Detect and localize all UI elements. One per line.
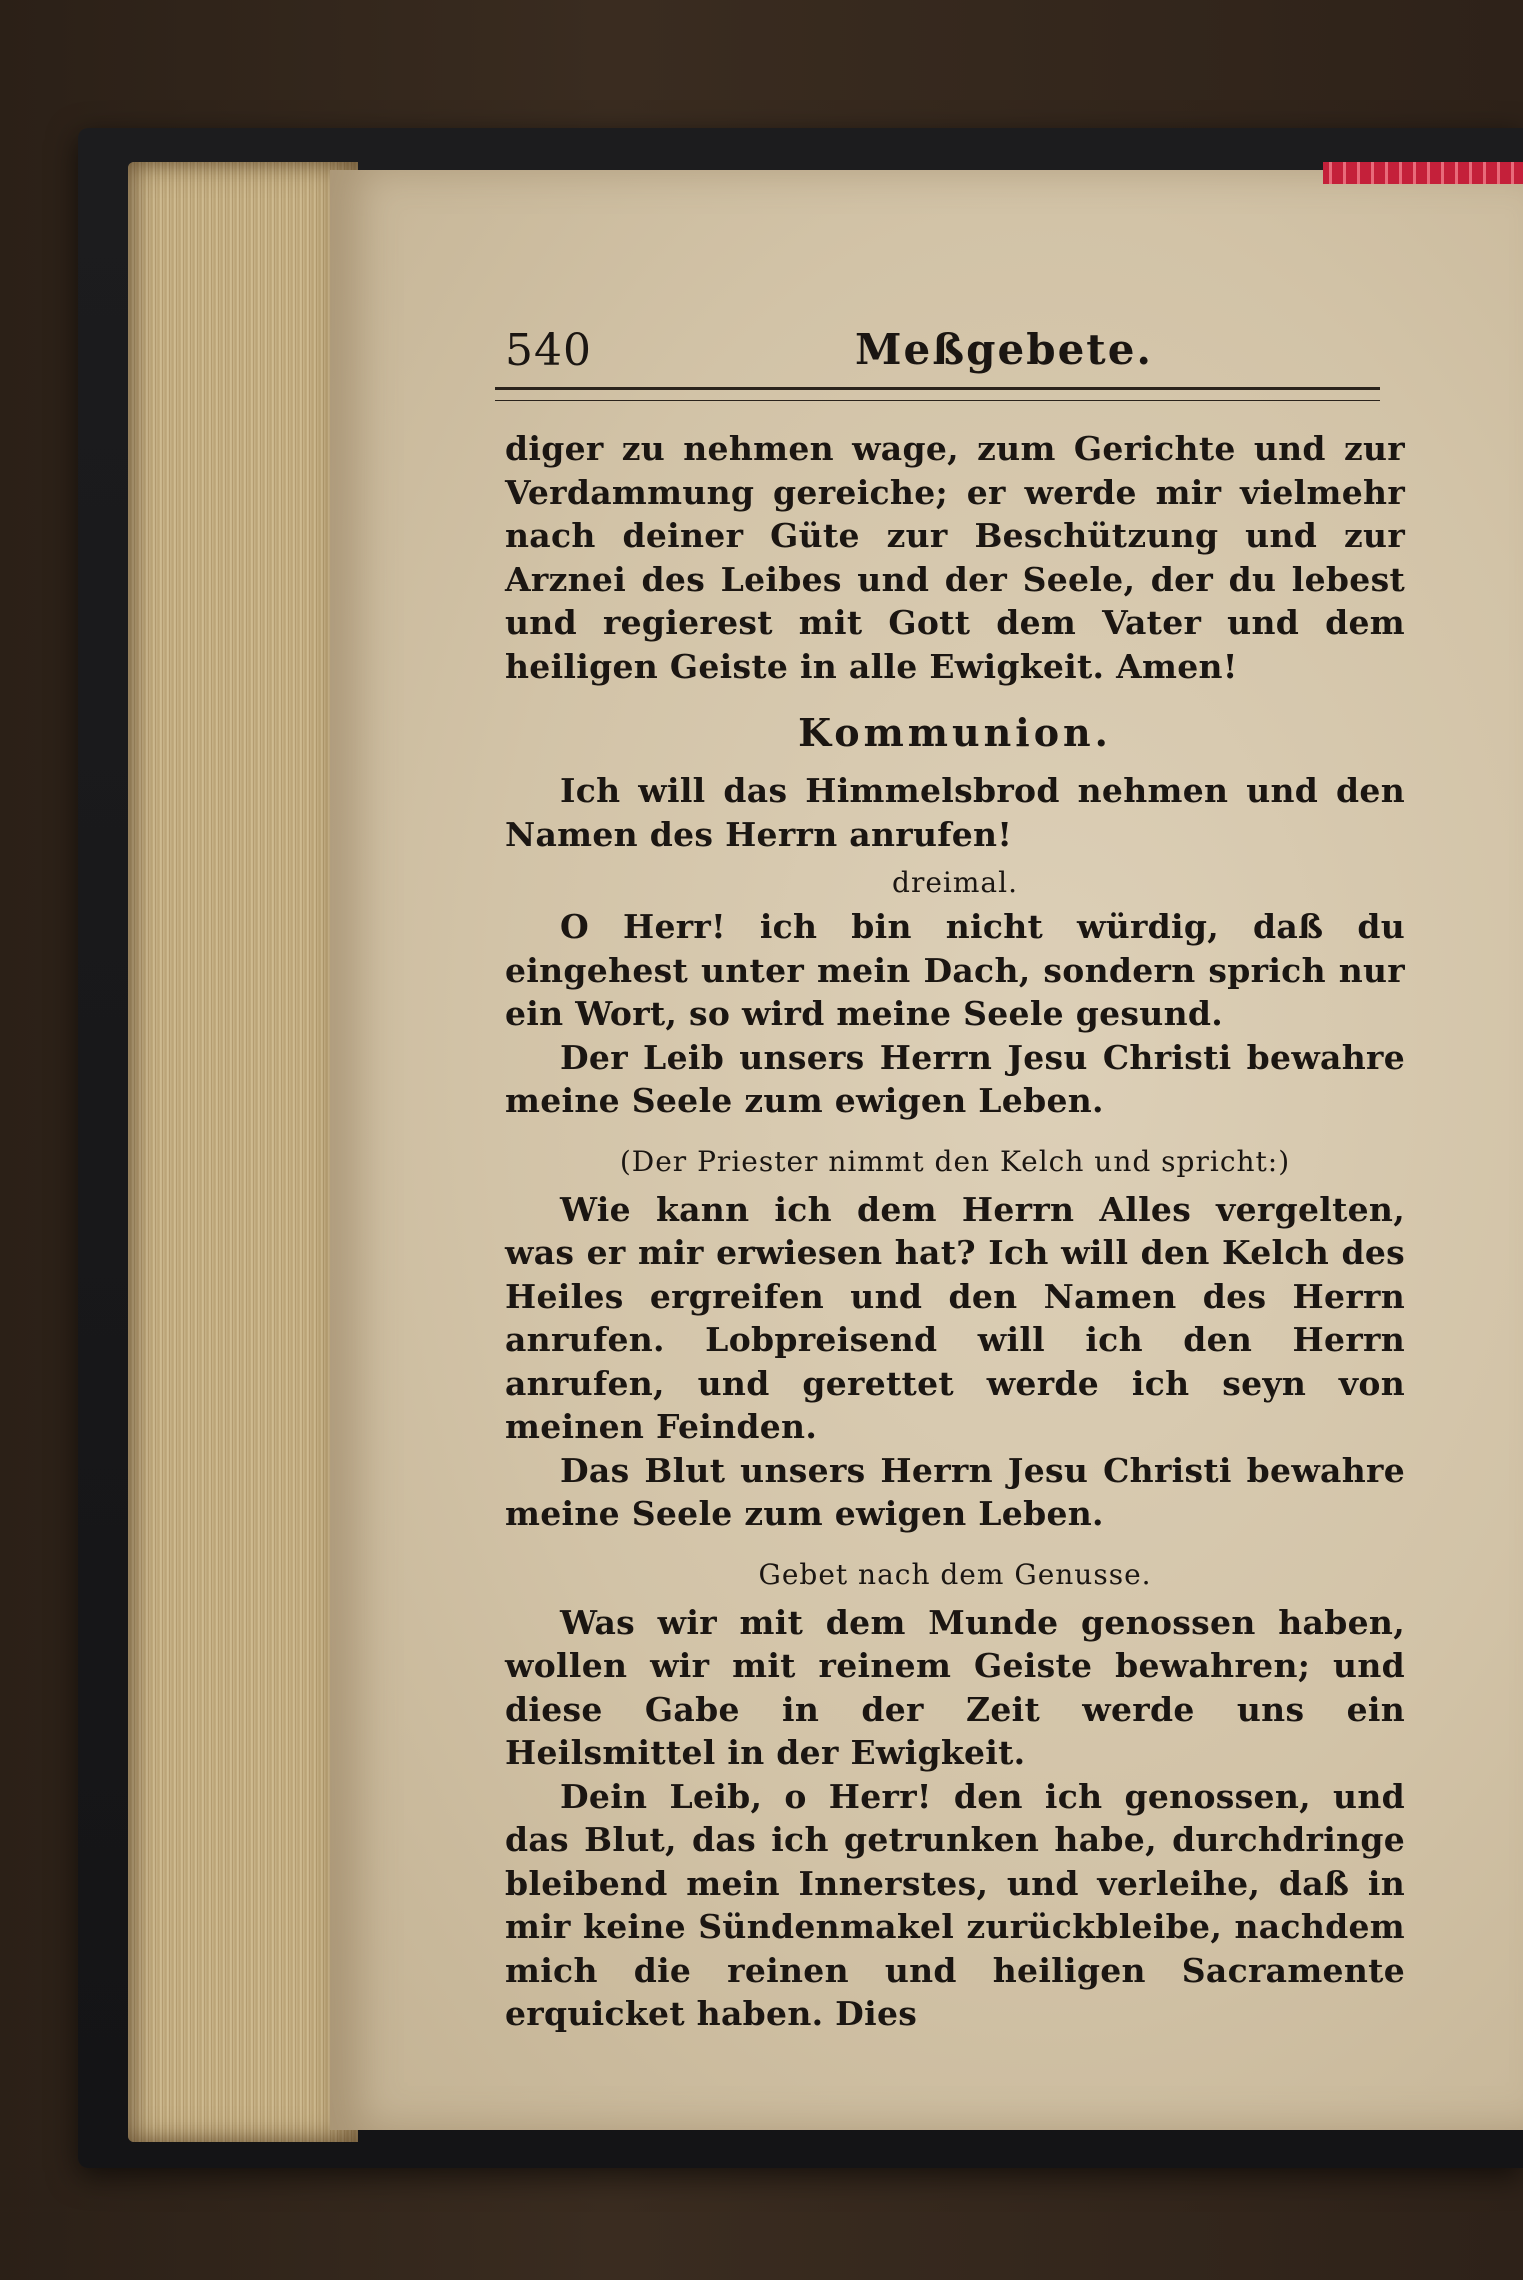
- paragraph-4: Der Leib unsers Herrn Jesu Christi bewahre meine Seele zum ewigen Leben.: [505, 1037, 1405, 1120]
- rubric-priester: (Der Priester nimmt den Kelch und spricht:): [619, 1144, 1291, 1178]
- paragraph-1: diger zu nehmen wage, zum Gerichte und zur Verdammung gereiche; er werde mir vielmehr nach deiner Güte zur Beschützung und zur Arznei des Leibes und der Seele, der du lebest und regierest mit Gott dem Vater und dem heiligen Geiste in alle Ewigkeit. Amen!: [505, 429, 1405, 686]
- section-heading-kommunion: Kommunion.: [798, 710, 1112, 755]
- paragraph-7: Was wir mit dem Munde genossen haben, wollen wir mit reinem Geiste bewahren; und diese Gabe in der Zeit werde uns ein Heilsmittel in der Ewigkeit.: [505, 1602, 1405, 1772]
- page-number: 540: [505, 325, 592, 376]
- header-rule: [495, 387, 1380, 401]
- paragraph-8: Dein Leib, o Herr! den ich genossen, und das Blut, das ich getrunken habe, durchdringe bleibend mein Innerstes, und verleihe, daß in mir keine Sündenmakel zurückbleibe, nachdem mich die reinen und heiligen Sacramente erquicket haben. Dies: [505, 1776, 1405, 2033]
- paragraph-5: Wie kann ich dem Herrn Alles vergelten, was er mir erwiesen hat? Ich will den Kelch des Heiles ergreifen und den Namen des Herrn anrufen. Lobpreisend will ich den Herrn anrufen, und gerettet werde ich seyn von meinen Feinden.: [505, 1189, 1405, 1446]
- paragraph-2: Ich will das Himmelsbrod nehmen und den Namen des Herrn anrufen!: [505, 771, 1405, 854]
- running-head: Meßgebete.: [855, 325, 1154, 374]
- paragraph-3: O Herr! ich bin nicht würdig, daß du eingehest unter mein Dach, sondern sprich nur ein Wort, so wird meine Seele gesund.: [505, 907, 1405, 1033]
- page-header: [505, 325, 1405, 395]
- bookmark-ribbon: [1323, 162, 1523, 184]
- page-content: [505, 325, 1405, 2036]
- rubric-dreimal: dreimal.: [892, 866, 1018, 899]
- page-edges: [128, 162, 358, 2142]
- rubric-gebet: Gebet nach dem Genusse.: [758, 1557, 1152, 1591]
- paragraph-6: Das Blut unsers Herrn Jesu Christi bewahre meine Seele zum ewigen Leben.: [505, 1450, 1405, 1533]
